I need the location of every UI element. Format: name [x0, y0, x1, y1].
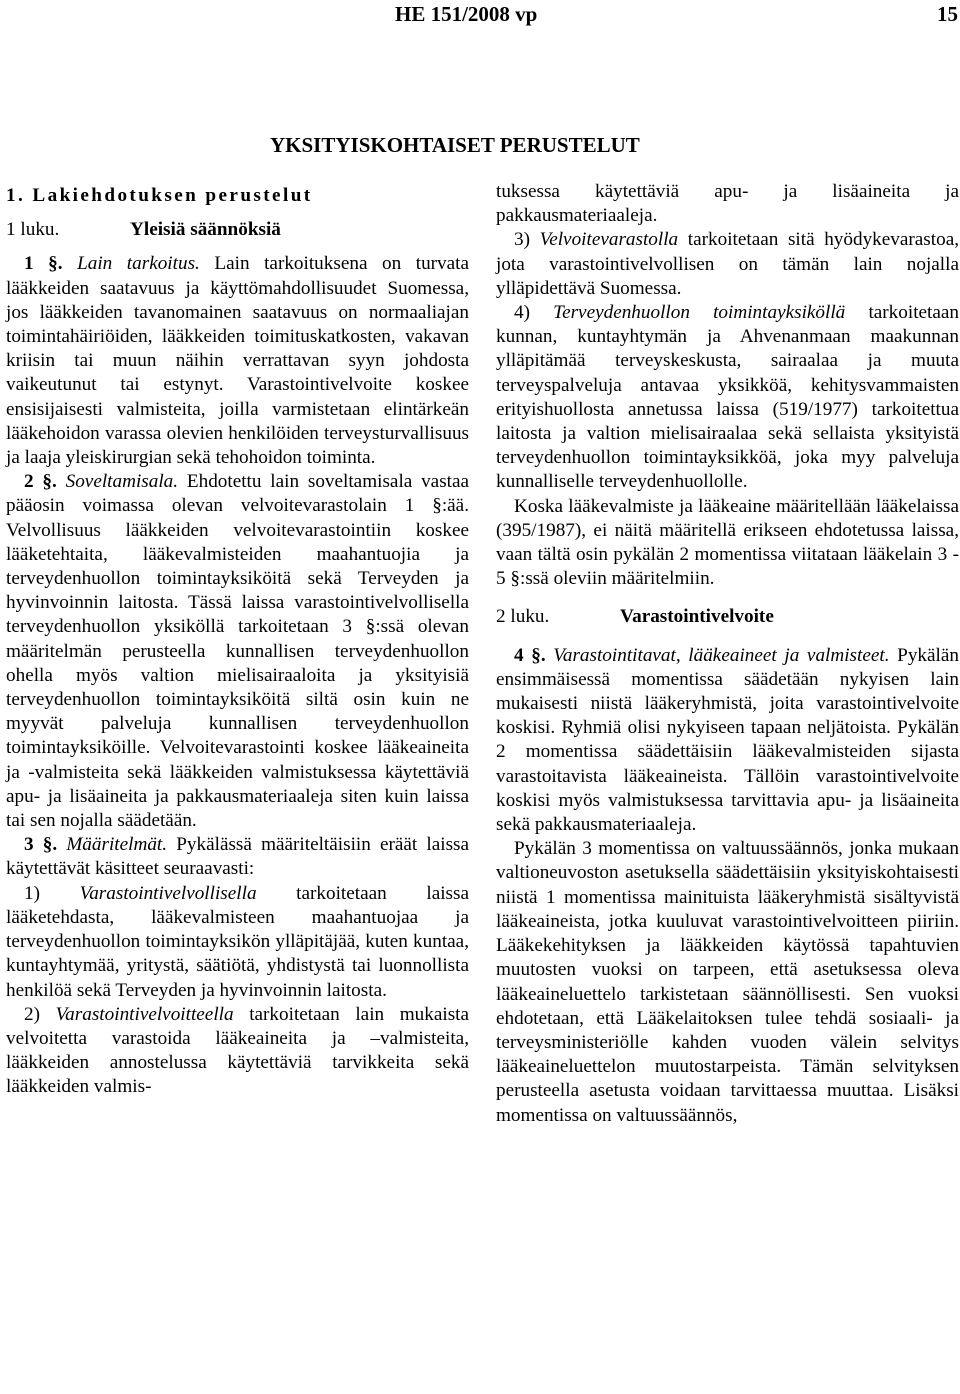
paragraph-2 — [6, 470, 469, 833]
item-prefix: 3) — [514, 229, 530, 251]
paragraph-last: Pykälän 3 momentissa on valtuussäännös, jonka mukaan valtioneuvoston asetuksella säädettäisiin yksityiskohtaisesti niistä 1 momentissa mainituista lääkeryhmistä sisältyvistä lääkeaineista, jotka kuuluvat varastointivelvoitteen piiriin. Lääkekehityksen ja lääkkeiden käytössä tapahtuvien muutosten vuoksi on tarpeen, että asetuksessa oleva lääkeaineluettelo tarkistetaan säännöllisesti. Sen vuoksi ehdotetaan, että Lääkelaitoksen tulee tehdä sosiaali- ja terveysministeriölle kahden vuoden välein selvitys lääkeaineluettelon muutostarpeista. Tämän selvityksen perusteella asetusta voidaan tarvittaessa muuttaa. Lisäksi momentissa on valtuussäännös, — [496, 838, 959, 1126]
paragraph-1 — [6, 252, 469, 470]
item-text: tarkoitetaan lain mukaista velvoitetta varastoida lääkeaineita ja –valmisteita, lääkkeiden annostelussa käytettäviä tarvikkeita sekä lääkkeiden valmis- — [6, 1003, 470, 1098]
chapter-label: 1 luku. — [6, 219, 60, 241]
chapter-title: Varastointivelvoite — [620, 606, 774, 628]
item-text: tarkoitetaan laissa lääketehdasta, lääkevalmisteen maahantuojaa ja terveydenhuollon toimintayksikön ylläpitäjää, kuten kuntaa, kuntayhtymää, yritystä, säätiötä, yhdistystä tai luonnollista henkilöä sekä Terveyden ja hyvinvoinnin laitosta. — [6, 882, 469, 1001]
continued-text: tuksessa käytettäviä apu- ja lisäaineita ja pakkausmateriaaleja. — [496, 181, 959, 227]
section-text: Pykälässä määriteltäisiin eräät laissa käytettävät käsitteet seuraavasti: — [6, 834, 470, 880]
item-prefix: 4) — [514, 302, 530, 324]
section-number: 3 §. — [24, 834, 58, 856]
item-text: tarkoitetaan sitä hyödykevarastoa, jota varastointivelvollisen on tämän lain nojalla ylläpidettävä Suomessa. — [496, 229, 960, 299]
chapter-heading — [496, 605, 959, 629]
item-prefix: 2) — [24, 1003, 40, 1025]
chapter-title: Yleisiä säännöksiä — [130, 219, 281, 241]
item-term: Varastointivelvoitteella — [55, 1003, 234, 1025]
section-text: Lain tarkoituksena on turvata lääkkeiden saatavuus ja käyttömahdollisuudet Suomessa, jos lääkkeiden tavanomainen saatavuus on normaaliajan toimintahäiriöiden, lääkkeiden toimituskatkosten, vakavan kriisin tai muun näihin verrattavan syyn johdosta vaikeutunut tai estynyt. Varastointivelvoite koskee ensisijaisesti valmisteita, joilla varmistetaan elintärkeän lääkehoidon varassa olevien henkilöiden terveysturvallisuus ja laaja yleiskirurgian sekä tehohoidon toiminta. — [6, 253, 470, 469]
section-title: Soveltamisala. — [65, 471, 179, 493]
section-title: Lain tarkoitus. — [77, 253, 200, 275]
chapter-heading — [6, 218, 469, 242]
paragraph-koska: Koska lääkevalmiste ja lääkeaine määritellään lääkelaissa (395/1987), ei näitä määritellä erikseen ehdotetussa laissa, vaan tältä osin pykälän 2 momentissa viitataan lääkelain 3 - 5 §:ssä oleviin määritelmiin. — [496, 495, 959, 590]
definition-item-1 — [6, 882, 469, 1003]
definition-item-4 — [496, 301, 959, 495]
main-heading: YKSITYISKOHTAISET PERUSTELUT — [270, 133, 640, 157]
section-title: Määritelmät. — [66, 834, 168, 856]
section-text: Ehdotettu lain soveltamisala vastaa pääosin voimassa olevan velvoitevarastolain 1 §:ää. Velvollisuus lääkkeiden velvoitevarastointiin koskee lääketehtaita, lääkevalmisteiden maahantuojia ja terveydenhuollon toimintayksiköitä sekä Terveyden ja hyvinvoinnin laitosta. Tässä laissa varastointivelvollisella terveydenhuollon yksiköllä tarkoitetaan 3 §:ssä olevan määritelmän perusteella kunnallisen terveydenhuollon ohella myös valtion mielisairaaloita ja yksityisiä terveydenhuollon toimintayksiköitä siltä osin kuin ne myyvät palveluja kunnallisen terveydenhuollon toimintayksiköille. Velvoitevarastointi koskee lääkeaineita ja -valmisteita sekä lääkkeiden valmistuksessa käytettäviä apu- ja lisäaineita ja pakkausmateriaaleja siten kuin laissa tai sen nojalla säädetään. — [6, 471, 470, 832]
chapter-label: 2 luku. — [496, 606, 550, 628]
section-title: Varastointitavat, lääkeaineet ja valmisteet. — [553, 644, 890, 666]
paragraph-4 — [496, 644, 959, 838]
page-number: 15 — [937, 2, 958, 26]
item-text: tarkoitetaan kunnan, kuntayhtymän ja Ahvenanmaan maakunnan ylläpitämää terveyskeskusta, sairaalaa ja muuta terveyspalveluja antavaa yksikköä, kehitysvammaisten erityishuollosta annetussa laissa (519/1977) tarkoitettua laitosta ja valtion mielisairaalaa sekä sellaista yksityistä terveydenhuollon toimintayksikköä, joka myy palveluja kunnalliselle terveydenhuollolle. — [496, 302, 959, 493]
section-heading: 1. Lakiehdotuksen perustelut — [6, 185, 313, 206]
left-column — [6, 180, 469, 1100]
section-text: Pykälän ensimmäisessä momentissa säädetään nykyisen lain mukaisesti niistä lääkeryhmistä, joita varastointivelvoite koskisi. Ryhmiä olisi nykyiseen tapaan neljätoista. Pykälän 2 momentissa säädettäisiin lääkevalmisteiden sijasta varastoitavista lääkeaineista. Tällöin varastointivelvoite koskisi myös valmistuksessa tarvittavia apu- ja lisäaineita sekä pakkausmateriaaleja. — [496, 644, 959, 836]
definition-item-2 — [6, 1003, 469, 1100]
item-term: Varastointivelvollisella — [79, 882, 257, 904]
document-id: HE 151/2008 vp — [395, 2, 538, 26]
section-number: 4 §. — [514, 644, 546, 666]
item-term: Velvoitevarastolla — [539, 229, 679, 251]
section-number: 1 §. — [24, 253, 63, 275]
section-number: 2 §. — [24, 471, 57, 493]
item-term: Terveydenhuollon toimintayksiköllä — [553, 302, 846, 324]
item-prefix: 1) — [24, 882, 40, 904]
right-column — [496, 180, 959, 1128]
paragraph-3 — [6, 833, 469, 881]
definition-item-3 — [496, 228, 959, 301]
